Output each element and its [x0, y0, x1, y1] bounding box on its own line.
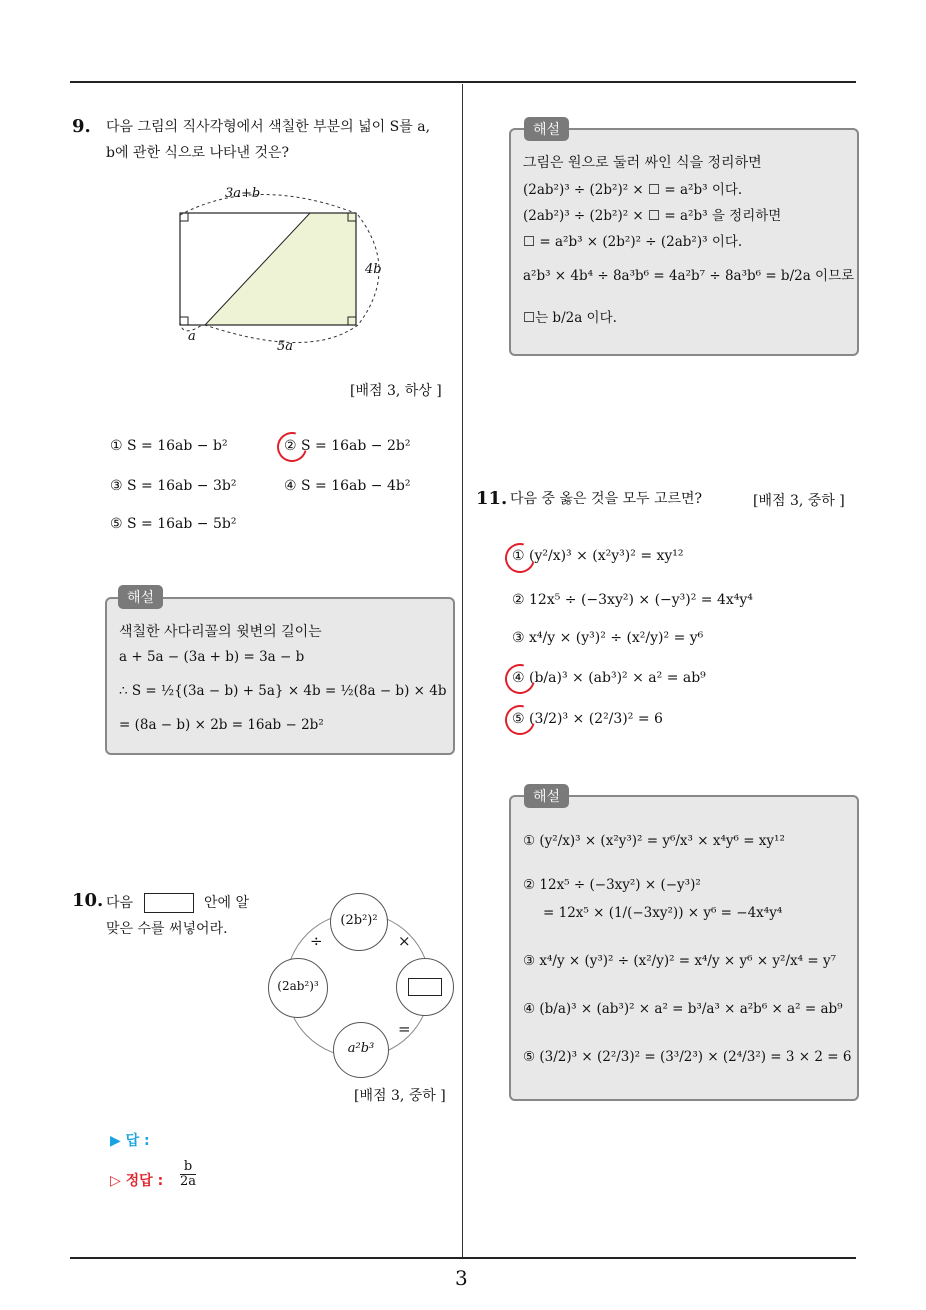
q10-correct-label: ▷ 정답 :	[110, 1173, 164, 1189]
q9-choice-1[interactable]: ① S = 16ab − b²	[110, 438, 228, 454]
q9-choice-2[interactable]: ② S = 16ab − 2b²	[284, 438, 411, 454]
q9-sol-line2: a + 5a − (3a + b) = 3a − b	[119, 649, 305, 665]
q9-sol-line3: ∴ S = ½{(3a − b) + 5a} × 4b = ½(8a − b) × 4b	[119, 683, 447, 699]
q10-correct-num: b	[183, 1159, 193, 1174]
q10-number: 10.	[72, 890, 104, 911]
q11-solution-tab: 해설	[524, 784, 569, 808]
q9-text-line1: 다음 그림의 직사각형에서 색칠한 부분의 넓이 S를 a,	[106, 119, 431, 135]
q11-number: 11.	[476, 488, 508, 509]
q11-sol-line3: = 12x⁵ × (1/(−3xy²)) × y⁶ = −4x⁴y⁴	[543, 905, 783, 921]
q10-left-expr: (2ab²)³	[277, 979, 319, 993]
q9-left-label: a	[188, 329, 196, 344]
q11-text: 다음 중 옳은 것을 모두 고르면?	[510, 491, 703, 507]
q10-sol-line4: ☐ = a²b³ × (2b²)² ÷ (2ab²)³ 이다.	[523, 234, 743, 250]
q10-text	[106, 890, 249, 942]
q9-solution-tab: 해설	[118, 585, 163, 609]
column-divider	[462, 84, 463, 1258]
top-rule	[70, 81, 856, 83]
q10-correct-den: 2a	[180, 1174, 197, 1190]
q10-op-div: ÷	[310, 932, 323, 950]
q11-choice-2[interactable]: ② 12x⁵ ÷ (−3xy²) × (−y³)² = 4x⁴y⁴	[512, 592, 753, 608]
shaded-trapezoid	[205, 213, 356, 325]
q10-text-line1	[106, 890, 249, 916]
q11-choice-4[interactable]: ④ (b/a)³ × (ab³)² × a² = ab⁹	[512, 670, 706, 686]
q10-sol-line5: a²b³ × 4b⁴ ÷ 8a³b⁶ = 4a²b⁷ ÷ 8a³b⁶ = b/2a 이므로	[523, 268, 855, 284]
q9-sol-line4: = (8a − b) × 2b = 16ab − 2b²	[119, 717, 324, 733]
q9-figure	[160, 180, 400, 360]
q10-sol-line1: 그림은 원으로 둘러 싸인 식을 정리하면	[523, 155, 762, 171]
q10-top-circle	[330, 893, 388, 951]
q10-text-1b: 안에 알	[203, 895, 249, 911]
top-brace	[180, 194, 355, 215]
q10-sol-line6: ☐는 b/2a 이다.	[523, 310, 617, 326]
q11-sol-line4: ③ x⁴/y × (y³)² ÷ (x²/y)² = x⁴/y × y⁶ × y²/x⁴ = y⁷	[523, 953, 836, 969]
answer-mark	[500, 700, 541, 741]
q9-right-label: 4b	[365, 262, 382, 277]
q11-sol-line6: ⑤ (3/2)³ × (2²/3)² = (3³/2³) × (2⁴/3²) = 3 × 2 = 6	[523, 1049, 852, 1065]
answer-mark	[500, 538, 541, 579]
page-number: 3	[455, 1266, 468, 1290]
q11-score: [배점 3, 중하 ]	[753, 493, 845, 509]
q11-choice-3[interactable]: ③ x⁴/y × (y³)² ÷ (x²/y)² = y⁶	[512, 630, 704, 646]
q10-solution-box	[509, 128, 859, 356]
q10-left-circle	[268, 958, 328, 1018]
q11-sol-line1: ① (y²/x)³ × (x²y³)² = y⁶/x³ × x⁴y⁶ = xy¹²	[523, 833, 785, 849]
q9-choice-3[interactable]: ③ S = 16ab − 3b²	[110, 478, 237, 494]
q9-score: [배점 3, 하상 ]	[350, 383, 442, 399]
q10-correct-answer	[180, 1160, 196, 1190]
q10-solution-tab: 해설	[524, 117, 569, 141]
bottom-rule	[70, 1257, 856, 1259]
q11-sol-line5: ④ (b/a)³ × (ab³)² × a² = b³/a³ × a²b⁶ × a² = ab⁹	[523, 1001, 843, 1017]
q10-top-expr: (2b²)²	[340, 913, 378, 928]
q9-choice-5[interactable]: ⑤ S = 16ab − 5b²	[110, 516, 237, 532]
q10-sol-line2: (2ab²)³ ÷ (2b²)² × ☐ = a²b³ 이다.	[523, 182, 743, 198]
q9-bottom-label: 5a	[277, 339, 294, 354]
answer-mark	[272, 427, 313, 468]
q10-answer-label: ▶ 답 :	[110, 1133, 150, 1149]
q11-sol-line2: ② 12x⁵ ÷ (−3xy²) × (−y³)²	[523, 877, 701, 893]
q10-text-line2: 맞은 수를 써넣어라.	[106, 921, 228, 937]
q10-score: [배점 3, 중하 ]	[354, 1088, 446, 1104]
q9-number: 9.	[72, 116, 91, 137]
right-angle-mark	[180, 317, 188, 325]
q11-choice-1[interactable]: ① (y²/x)³ × (x²y³)² = xy¹²	[512, 548, 684, 564]
q10-sol-line3: (2ab²)³ ÷ (2b²)² × ☐ = a²b³ 을 정리하면	[523, 208, 782, 224]
q9-text-line2: b에 관한 식으로 나타낸 것은?	[106, 145, 290, 161]
q9-text	[106, 114, 430, 166]
q10-op-mul: ×	[398, 932, 411, 950]
q9-top-label: 3a+b	[225, 186, 261, 201]
q10-op-eq: =	[398, 1020, 411, 1038]
q10-right-circle	[396, 958, 454, 1016]
q10-right-blank	[408, 978, 442, 996]
q10-text-1a: 다음	[106, 895, 134, 911]
q11-choice-5[interactable]: ⑤ (3/2)³ × (2²/3)² = 6	[512, 711, 663, 727]
q10-bottom-expr: a²b³	[347, 1041, 375, 1056]
q10-blank-box	[144, 893, 194, 913]
answer-mark	[500, 659, 541, 700]
q9-sol-line1: 색칠한 사다리꼴의 윗변의 길이는	[119, 624, 322, 640]
q9-choice-4[interactable]: ④ S = 16ab − 4b²	[284, 478, 411, 494]
q9-solution-box	[105, 597, 455, 755]
q10-bottom-circle	[333, 1022, 389, 1078]
q11-solution-box	[509, 795, 859, 1101]
